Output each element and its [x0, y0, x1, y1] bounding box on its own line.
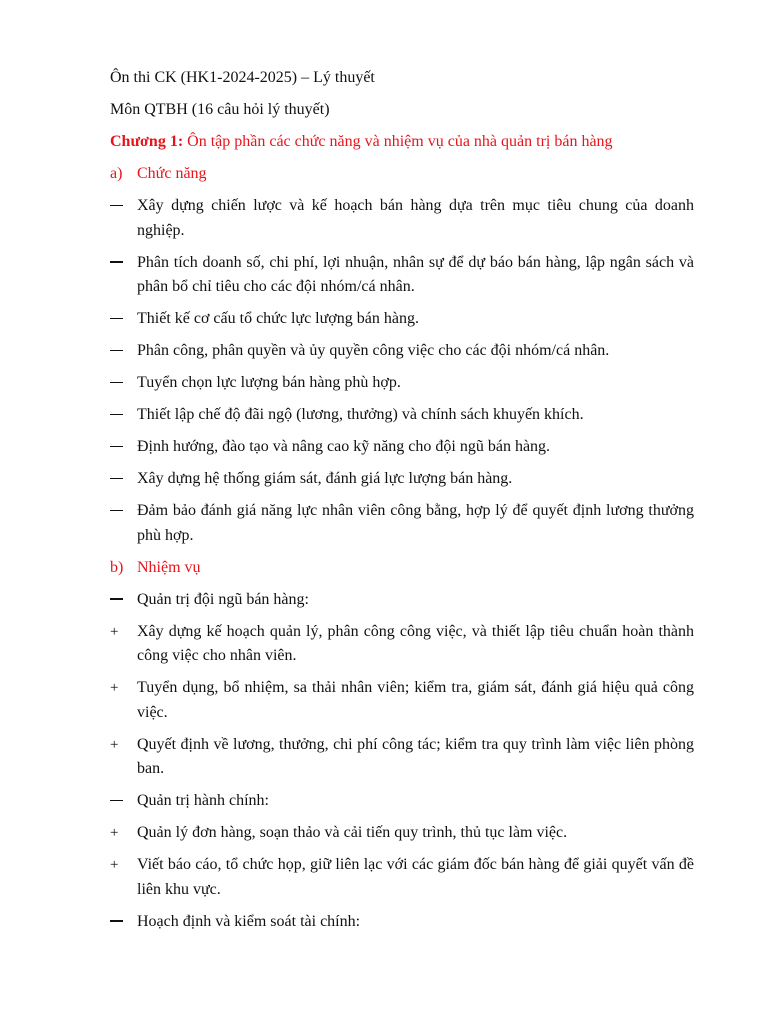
- list-item: Xây dựng chiến lược và kế hoạch bán hàng dựa trên mục tiêu chung của doanh nghiệp.: [110, 194, 694, 243]
- dash-bullet-icon: [110, 403, 134, 428]
- list-item: Phân tích doanh số, chi phí, lợi nhuận, nhân sự để dự báo bán hàng, lập ngân sách và phân bổ chỉ tiêu cho các đội nhóm/cá nhân.: [110, 251, 694, 300]
- list-item: Phân công, phân quyền và ủy quyền công việc cho các đội nhóm/cá nhân.: [110, 339, 694, 364]
- dash-bullet-icon: [110, 467, 134, 492]
- plus-bullet-icon: +: [110, 623, 119, 640]
- dash-bullet-icon: [110, 588, 134, 613]
- exam-title: Ôn thi CK (HK1-2024-2025) – Lý thuyết: [110, 69, 375, 86]
- section-b-marker: b): [110, 558, 124, 576]
- dash-bullet-icon: [110, 194, 134, 219]
- group-heading: Hoạch định và kiểm soát tài chính:: [110, 910, 694, 935]
- section-a-marker: a): [110, 165, 123, 182]
- group-heading: Quản trị hành chính:: [110, 789, 694, 814]
- list-item: + Viết báo cáo, tổ chức họp, giữ liên lạc với các giám đốc bán hàng để giải quyết vấn đề liên khu vực.: [110, 853, 694, 902]
- dash-bullet-icon: [110, 339, 134, 364]
- section-b-heading: [110, 556, 694, 581]
- dash-bullet-icon: [110, 789, 134, 814]
- list-item: Xây dựng hệ thống giám sát, đánh giá lực lượng bán hàng.: [110, 467, 694, 492]
- plus-bullet-icon: +: [110, 857, 119, 873]
- list-item: + Xây dựng kế hoạch quản lý, phân công công việc, và thiết lập tiêu chuẩn hoàn thành công việc cho nhân viên.: [110, 620, 694, 669]
- dash-bullet-icon: [110, 910, 134, 935]
- list-item: + Quản lý đơn hàng, soạn thảo và cải tiến quy trình, thủ tục làm việc.: [110, 821, 694, 846]
- section-b-title: Nhiệm vụ: [137, 558, 201, 576]
- course-title: Môn QTBH (16 câu hỏi lý thuyết): [110, 101, 330, 118]
- dash-bullet-icon: [110, 435, 134, 460]
- chapter-label: Chương 1:: [110, 133, 184, 150]
- list-item: Thiết kế cơ cấu tổ chức lực lượng bán hàng.: [110, 307, 694, 332]
- chapter-title: Ôn tập phần các chức năng và nhiệm vụ của nhà quản trị bán hàng: [183, 133, 613, 150]
- chapter-heading: [110, 130, 694, 154]
- list-item: Tuyển chọn lực lượng bán hàng phù hợp.: [110, 371, 694, 396]
- list-item: Định hướng, đào tạo và nâng cao kỹ năng cho đội ngũ bán hàng.: [110, 435, 694, 460]
- list-item: + Tuyển dụng, bổ nhiệm, sa thải nhân viên; kiểm tra, giám sát, đánh giá hiệu quả công việc.: [110, 676, 694, 725]
- list-item: Đảm bảo đánh giá năng lực nhân viên công bằng, hợp lý để quyết định lương thưởng phù hợp.: [110, 499, 694, 548]
- section-a-title: Chức năng: [137, 165, 207, 182]
- section-a-heading: [110, 162, 694, 187]
- dash-bullet-icon: [110, 251, 134, 276]
- document-page: [110, 66, 694, 942]
- list-item: + Quyết định về lương, thưởng, chi phí công tác; kiểm tra quy trình làm việc liên phòng ban.: [110, 733, 694, 782]
- dash-bullet-icon: [110, 371, 134, 396]
- plus-bullet-icon: +: [110, 825, 119, 841]
- dash-bullet-icon: [110, 307, 134, 332]
- group-heading: Quản trị đội ngũ bán hàng:: [110, 588, 694, 613]
- plus-bullet-icon: +: [110, 736, 119, 753]
- list-item: Thiết lập chế độ đãi ngộ (lương, thưởng) và chính sách khuyến khích.: [110, 403, 694, 428]
- plus-bullet-icon: +: [110, 680, 119, 696]
- dash-bullet-icon: [110, 499, 134, 524]
